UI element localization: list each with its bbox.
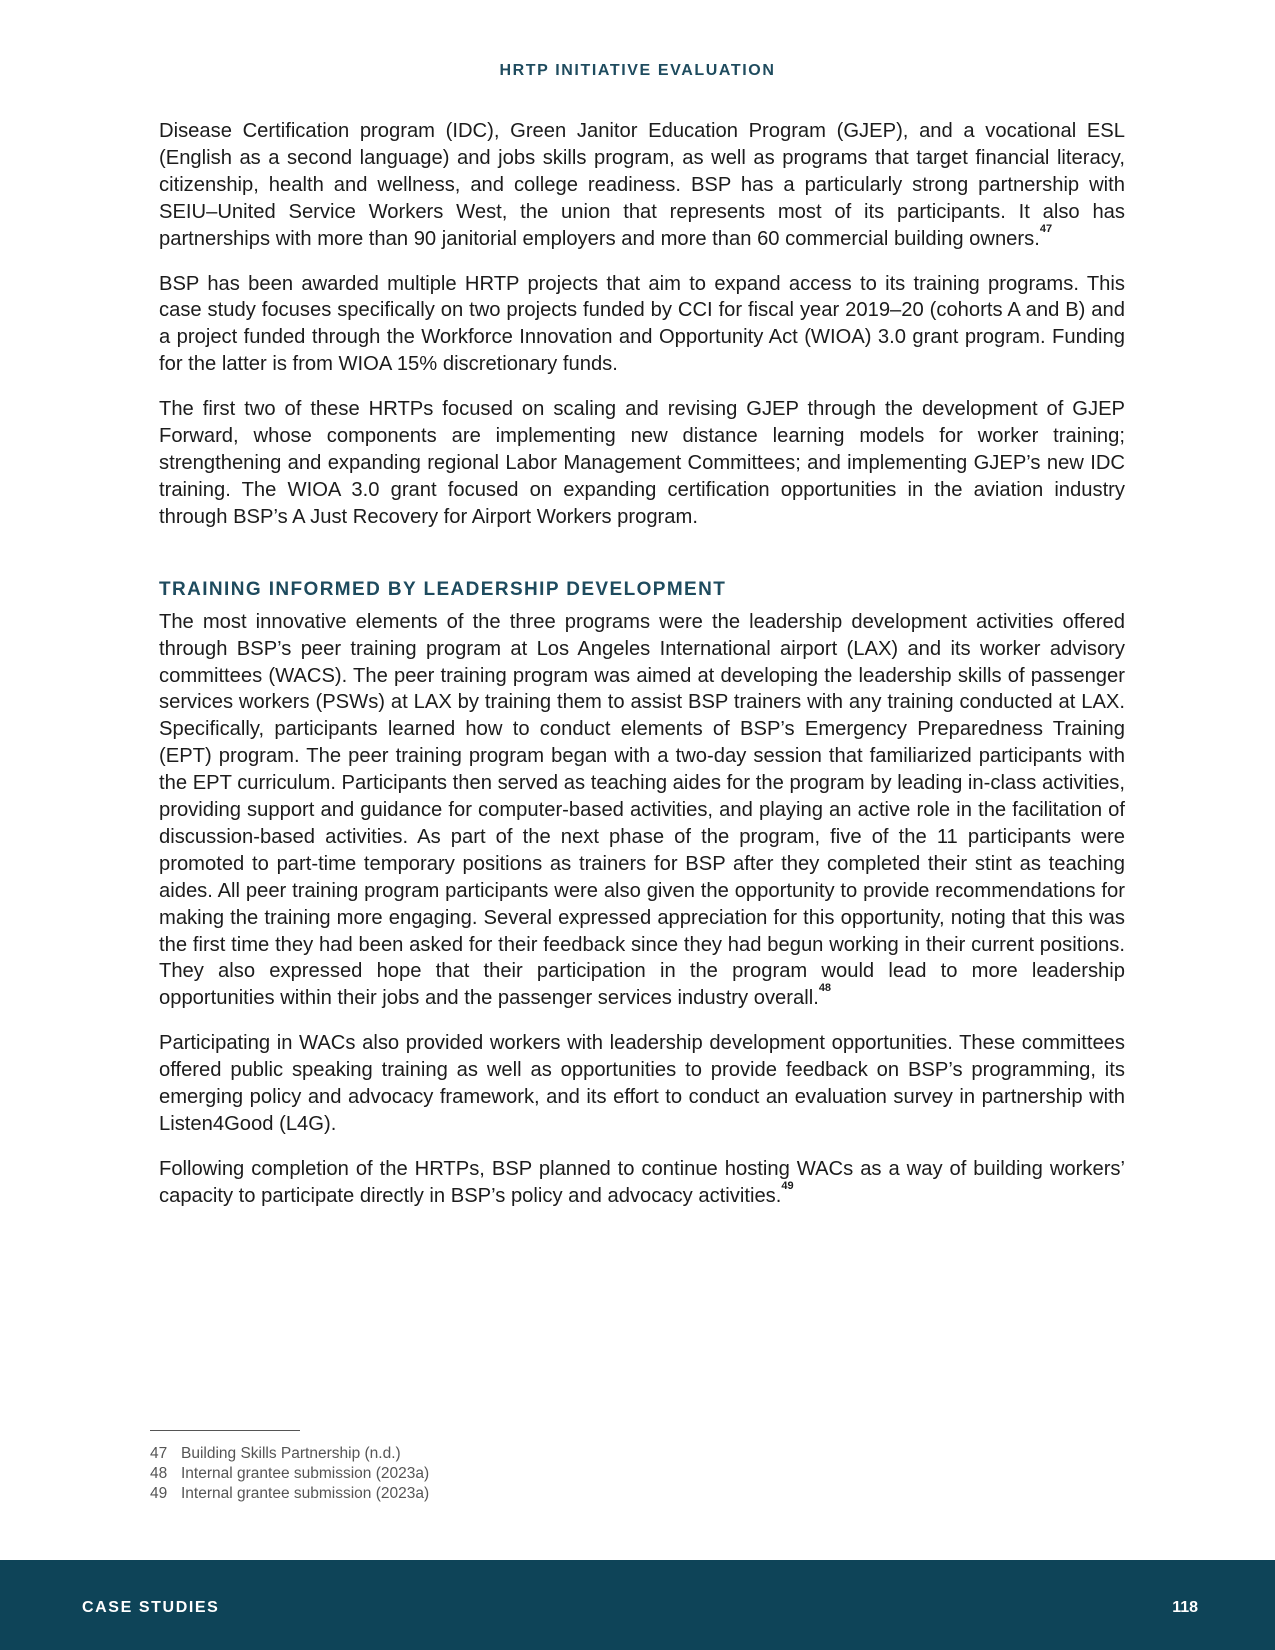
paragraph-3 [159,396,1125,531]
footnotes [150,1444,750,1504]
paragraph-text: BSP has been awarded multiple HRTP projects that aim to expand access to its training programs. This case study focuses specifically on two projects funded by CCI for fiscal year 2019–20 (cohorts A and B) and a project funded through the Workforce Innovation and Opportunity Act (WIOA) 3.0 grant program. Funding for the latter is from WIOA 15% discretionary funds. [159,272,1125,376]
paragraph-text: Following completion of the HRTPs, BSP planned to continue hosting WACs as a way of building workers’ capacity to participate directly in BSP’s policy and advocacy activities. [159,1157,1125,1207]
footnote-number: 47 [150,1445,168,1462]
footer-section-label: CASE STUDIES [82,1599,220,1616]
main-content [159,118,1125,1228]
footnote-number: 49 [150,1485,168,1502]
paragraph-2 [159,271,1125,379]
footnote-ref[interactable]: 47 [1039,222,1053,235]
footnote [150,1464,750,1484]
paragraph-6 [159,1156,1125,1210]
paragraph-4 [159,609,1125,1013]
running-header: HRTP INITIATIVE EVALUATION [499,62,776,79]
footnote-ref[interactable]: 48 [818,982,832,995]
footnote-divider [150,1430,300,1431]
paragraph-5 [159,1030,1125,1138]
paragraph-text: Participating in WACs also provided workers with leadership development opportunities. These committees offered public speaking training as well as opportunities to provide feedback on BSP’s programming, its emerging policy and advocacy framework, and its effort to conduct an evaluation survey in partnership with Listen4Good (L4G). [159,1032,1125,1135]
footnote-text: Internal grantee submission (2023a) [181,1465,430,1482]
footnote-text: Building Skills Partnership (n.d.) [181,1445,401,1462]
paragraph-text: The most innovative elements of the three programs were the leadership development activities offered through BSP’s peer training program at Los Angeles International airport (LAX) and its worker advisory committees (WACS). The peer training program was aimed at developing the leadership skills of passenger services workers (PSWs) at LAX by training them to assist BSP trainers with any training conducted at LAX. Specifically, participants learned how to conduct elements of BSP’s Emergency Preparedness Training (EPT) program. The peer training program began with a two-day session that familiarized participants with the EPT curriculum. Participants then served as teaching aides for the program by leading in-class activities, providing support and guidance for computer-based activities, and playing an active role in the facilitation of discussion-based activities. As part of the next phase of the program, five of the 11 participants were promoted to part-time temporary positions as trainers for BSP after they completed their stint as teaching aides. All peer training program participants were also given the opportunity to provide recommendations for making the training more engaging. Several expressed appreciation for this opportunity, noting that this was the first time they had been asked for their feedback since they had begun working in their current positions. They also expressed hope that their participation in the program would lead to more leadership opportunities within their jobs and the passenger services industry overall. [159,610,1125,1010]
footnote-text: Internal grantee submission (2023a) [181,1485,430,1502]
paragraph-text: Disease Certification program (IDC), Green Janitor Education Program (GJEP), and a vocational ESL (English as a second language) and jobs skills program, as well as programs that target financial literacy, citizenship, health and wellness, and college readiness. BSP has a particularly strong partnership with SEIU–United Service Workers West, the union that represents most of its participants. It also has partnerships with more than 90 janitorial employers and more than 60 commercial building owners. [159,120,1125,250]
footnote-number: 48 [150,1465,168,1482]
footnote-ref[interactable]: 49 [781,1179,794,1192]
page-footer [0,1560,1275,1650]
page-number: 118 [1172,1599,1198,1616]
paragraph-1 [159,118,1125,253]
section-heading: TRAINING INFORMED BY LEADERSHIP DEVELOPMENT [159,578,727,600]
footnote [150,1444,750,1464]
footnote [150,1484,750,1504]
paragraph-text: The first two of these HRTPs focused on scaling and revising GJEP through the development of GJEP Forward, whose components are implementing new distance learning models for worker training; strengthening and expanding regional Labor Management Committees; and implementing GJEP’s new IDC training. The WIOA 3.0 grant focused on expanding certification opportunities in the aviation industry through BSP’s A Just Recovery for Airport Workers program. [159,398,1125,528]
